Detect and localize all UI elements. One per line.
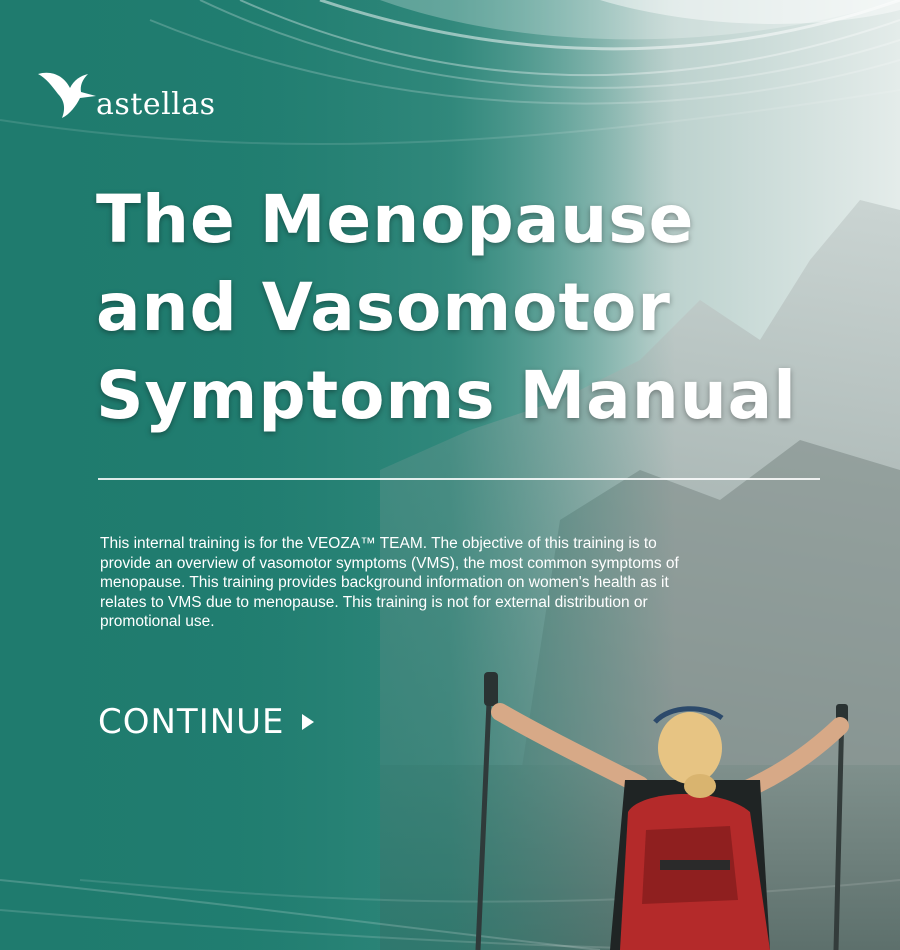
training-description: This internal training is for the VEOZA™ TEAM. The objective of this training is to provide an overview of vasomotor symptoms (VMS), the most common symptoms of menopause. This training provides background information on women's health as it relates to VMS due to menopause. This training is not for external distribution or promotional use. [100,535,679,630]
continue-label: CONTINUE [98,702,285,742]
logo-wordmark: astellas [96,87,216,122]
title-line-1: The Menopause [96,181,695,258]
title-divider [98,478,820,480]
continue-button[interactable] [98,702,315,742]
title-line-3: Symptoms Manual [96,357,797,434]
title-line-2: and Vasomotor [96,269,671,346]
page-title [96,176,856,440]
play-triangle-icon [301,713,315,731]
astellas-logo[interactable] [36,66,216,120]
star-swoosh-icon [36,66,102,120]
